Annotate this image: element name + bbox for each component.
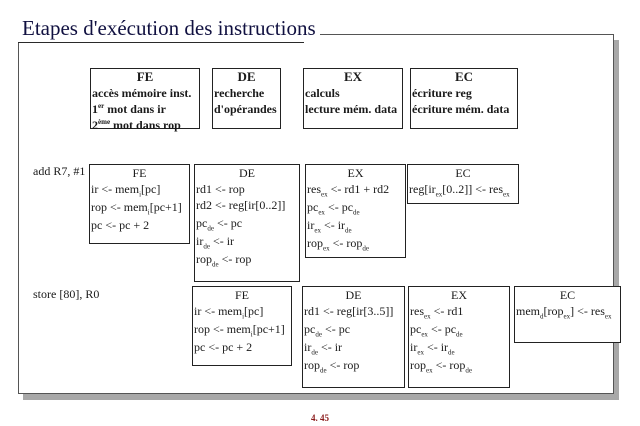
store-ex-box: [408, 286, 510, 388]
box-line: ir <- mem$_i$[pc]: [194, 304, 264, 321]
box-line: 2ème mot dans rop: [92, 118, 181, 132]
stage-name: EX: [343, 69, 363, 84]
box-line: écriture mém. data: [412, 102, 510, 116]
box-line: 1er mot dans ir: [92, 102, 166, 116]
box-line: res$_{ex}$ <- rd1: [410, 304, 464, 321]
box-line: rop <- mem$_i$[pc+1]: [91, 200, 182, 217]
box-line: accès mémoire inst.: [92, 86, 192, 100]
row-label-add: add R7, #1: [33, 164, 86, 178]
box-line: rop$_{ex}$ <- rop$_{de}$: [307, 236, 369, 253]
box-line: res$_{ex}$ <- rd1 + rd2: [307, 182, 390, 199]
box-line: ir <- mem$_i$[pc]: [91, 182, 161, 199]
box-line: $pc_{ex} <- pc_{de}$: [410, 322, 463, 339]
box-line: $pc_{de}$ <- pc: [196, 216, 243, 233]
box-line: mem$_d$[rop$_{ex}$] <- res$_{ex}$: [516, 304, 612, 321]
add-de-box: [194, 164, 300, 282]
box-line: $pc_{ex} <- pc_{de}$: [307, 200, 360, 217]
header-box-ex: [303, 68, 403, 129]
stage-name: EX: [347, 166, 364, 180]
stage-name: EX: [451, 288, 467, 302]
stage-name: DE: [239, 166, 255, 180]
slide-title: Etapes d'exécution des instructions: [18, 14, 320, 42]
header-box-fe: [90, 68, 200, 132]
stage-name: FE: [234, 288, 249, 302]
store-fe-box: [192, 286, 292, 366]
add-fe-box: [89, 164, 190, 244]
box-line: $ir_{ex} <- ir_{de}$: [307, 218, 352, 235]
box-line: $reg[ir_{ex}[0..2]] <- res_{ex}$: [409, 182, 510, 199]
box-line: rop$_{de}$ <- rop: [304, 358, 360, 375]
row-label-store: store [80], R0: [33, 287, 100, 301]
box-line: rop <- mem$_i$[pc+1]: [194, 322, 285, 339]
header-box-ec: [410, 68, 518, 129]
title-underline: [18, 42, 304, 43]
box-line: calculs: [305, 86, 340, 100]
page-number: 4. 45: [311, 413, 329, 423]
store-de-box: [302, 286, 405, 388]
box-line: lecture mém. data: [305, 102, 398, 116]
stage-name: FE: [136, 69, 154, 84]
box-line: rop$_{de}$ <- rop: [196, 252, 252, 269]
box-line: $pc_{de}$ <- pc: [304, 322, 351, 339]
box-line: rd2 <- reg[ir[0..2]]: [196, 198, 286, 212]
box-line: recherche: [214, 86, 265, 100]
box-line: $ir_{de}$ <- ir: [304, 340, 343, 357]
box-line: pc <- pc + 2: [194, 340, 253, 354]
stage-name: DE: [345, 288, 362, 302]
box-line: $ir_{de}$ <- ir: [196, 234, 235, 251]
add-ec-box: [407, 164, 519, 204]
box-line: rd1 <- reg[ir[3..5]]: [304, 304, 394, 318]
stage-name: EC: [559, 288, 576, 302]
box-line: écriture reg: [412, 86, 472, 100]
stage-name: EC: [454, 69, 474, 84]
box-line: d'opérandes: [214, 102, 277, 116]
box-line: rd1 <- rop: [196, 182, 245, 196]
stage-name: EC: [455, 166, 471, 180]
store-ec-box: [514, 286, 621, 343]
add-ex-box: [305, 164, 406, 258]
box-line: rop$_{ex}$ <- rop$_{de}$: [410, 358, 472, 375]
header-box-de: [212, 68, 281, 129]
stage-name: FE: [132, 166, 147, 180]
box-line: pc <- pc + 2: [91, 218, 150, 232]
box-line: $ir_{ex} <- ir_{de}$: [410, 340, 455, 357]
stage-name: DE: [237, 69, 256, 84]
